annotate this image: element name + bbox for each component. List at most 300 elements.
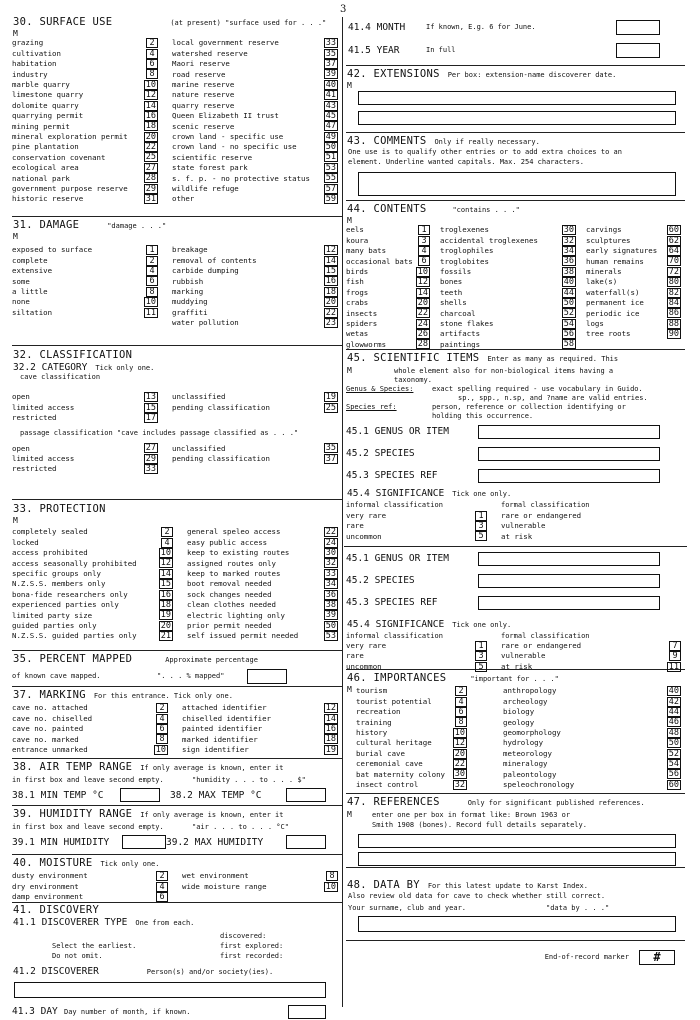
option-code-box[interactable]: 2 bbox=[156, 703, 168, 713]
option-row[interactable] bbox=[12, 69, 162, 79]
option-row[interactable] bbox=[12, 194, 162, 204]
option-row[interactable] bbox=[501, 641, 685, 651]
option-code-box[interactable]: 16 bbox=[160, 589, 171, 600]
option-code-box[interactable]: 21 bbox=[160, 631, 171, 642]
option-row[interactable] bbox=[586, 246, 685, 256]
option-code-box[interactable]: 24 bbox=[325, 537, 336, 548]
option-code-box[interactable]: 29 bbox=[145, 183, 156, 194]
option-code-box[interactable]: 10 bbox=[160, 547, 171, 558]
option-code-box[interactable]: 32 bbox=[325, 558, 336, 569]
option-code-box[interactable]: 50 bbox=[668, 738, 679, 749]
option-code-box[interactable]: 27 bbox=[145, 443, 156, 454]
option-code-box[interactable]: 22 bbox=[454, 758, 465, 769]
option-code-box[interactable]: 11 bbox=[145, 307, 156, 318]
option-code-box[interactable]: 19 bbox=[325, 744, 336, 755]
option-code-box[interactable]: 12 bbox=[454, 738, 465, 749]
option-row[interactable] bbox=[172, 307, 342, 317]
option-row[interactable] bbox=[440, 287, 580, 297]
option-row[interactable] bbox=[182, 703, 342, 713]
option-code-box[interactable]: 36 bbox=[325, 589, 336, 600]
option-row[interactable] bbox=[182, 881, 342, 891]
option-row[interactable] bbox=[346, 235, 434, 245]
option-row[interactable] bbox=[440, 298, 580, 308]
option-row[interactable] bbox=[187, 548, 342, 558]
option-row[interactable] bbox=[172, 100, 342, 110]
option-row[interactable] bbox=[172, 454, 342, 464]
option-code-box[interactable]: 30 bbox=[454, 769, 465, 780]
option-row[interactable] bbox=[172, 69, 342, 79]
option-code-box[interactable]: 60 bbox=[668, 779, 679, 790]
option-code-box[interactable]: 22 bbox=[325, 307, 336, 318]
option-row[interactable] bbox=[586, 277, 685, 287]
option-row[interactable] bbox=[172, 90, 342, 100]
option-row[interactable] bbox=[172, 194, 342, 204]
option-row[interactable] bbox=[503, 728, 685, 738]
option-row[interactable] bbox=[187, 631, 342, 641]
option-row[interactable] bbox=[346, 308, 434, 318]
option-code-box[interactable]: 33 bbox=[325, 38, 336, 49]
option-code-box[interactable]: 56 bbox=[668, 769, 679, 780]
option-code-box[interactable]: 38 bbox=[563, 266, 574, 277]
option-code-box[interactable]: 33 bbox=[325, 568, 336, 579]
option-row[interactable] bbox=[182, 713, 342, 723]
option-row[interactable] bbox=[346, 651, 491, 661]
option-code-box[interactable]: 53 bbox=[325, 162, 336, 173]
option-code-box[interactable]: 2 bbox=[146, 256, 158, 266]
option-row[interactable] bbox=[356, 769, 471, 779]
option-code-box[interactable]: 47 bbox=[325, 121, 336, 132]
option-row[interactable] bbox=[187, 569, 342, 579]
option-code-box[interactable]: 28 bbox=[417, 339, 428, 350]
option-code-box[interactable]: 36 bbox=[563, 256, 574, 267]
option-row[interactable] bbox=[172, 59, 342, 69]
option-code-box[interactable]: 14 bbox=[145, 100, 156, 111]
option-code-box[interactable]: 18 bbox=[145, 121, 156, 132]
option-code-box[interactable]: 3 bbox=[475, 651, 487, 661]
option-code-box[interactable]: 22 bbox=[417, 308, 428, 319]
option-row[interactable] bbox=[440, 235, 580, 245]
option-row[interactable] bbox=[172, 266, 342, 276]
option-code-box[interactable]: 12 bbox=[325, 703, 336, 714]
option-code-box[interactable]: 84 bbox=[668, 297, 679, 308]
option-row[interactable] bbox=[346, 267, 434, 277]
option-code-box[interactable]: 54 bbox=[668, 758, 679, 769]
option-code-box[interactable]: 31 bbox=[145, 194, 156, 205]
option-code-box[interactable]: 52 bbox=[668, 748, 679, 759]
option-code-box[interactable]: 42 bbox=[668, 696, 679, 707]
option-row[interactable] bbox=[12, 90, 162, 100]
option-code-box[interactable]: 70 bbox=[668, 256, 679, 267]
option-code-box[interactable]: 12 bbox=[417, 277, 428, 288]
option-row[interactable] bbox=[503, 696, 685, 706]
option-code-box[interactable]: 2 bbox=[146, 38, 158, 48]
option-row[interactable] bbox=[187, 537, 342, 547]
max-humidity-input[interactable] bbox=[286, 835, 326, 849]
option-row[interactable] bbox=[12, 297, 162, 307]
percent-mapped-input[interactable] bbox=[247, 669, 287, 684]
option-row[interactable] bbox=[346, 531, 491, 541]
option-code-box[interactable]: 12 bbox=[160, 558, 171, 569]
option-row[interactable] bbox=[356, 759, 471, 769]
species-input-1[interactable] bbox=[478, 447, 660, 461]
option-row[interactable] bbox=[172, 111, 342, 121]
option-row[interactable] bbox=[346, 329, 434, 339]
option-row[interactable] bbox=[172, 255, 342, 265]
option-row[interactable] bbox=[12, 163, 162, 173]
species-ref-input-2[interactable] bbox=[478, 596, 660, 610]
option-code-box[interactable]: 50 bbox=[325, 142, 336, 153]
option-code-box[interactable]: 34 bbox=[325, 579, 336, 590]
option-code-box[interactable]: 4 bbox=[146, 49, 158, 59]
option-code-box[interactable]: 57 bbox=[325, 183, 336, 194]
option-row[interactable] bbox=[172, 163, 342, 173]
option-code-box[interactable]: 11 bbox=[668, 661, 679, 672]
option-code-box[interactable]: 4 bbox=[146, 266, 158, 276]
option-row[interactable] bbox=[172, 276, 342, 286]
option-row[interactable] bbox=[12, 392, 162, 402]
option-code-box[interactable]: 80 bbox=[668, 277, 679, 288]
option-code-box[interactable]: 1 bbox=[418, 225, 430, 235]
option-row[interactable] bbox=[440, 329, 580, 339]
option-row[interactable] bbox=[346, 339, 434, 349]
option-code-box[interactable]: 5 bbox=[475, 531, 487, 541]
min-temp-input[interactable] bbox=[120, 788, 160, 802]
option-row[interactable] bbox=[187, 527, 342, 537]
extension-input-1[interactable] bbox=[358, 91, 676, 105]
option-code-box[interactable]: 25 bbox=[145, 152, 156, 163]
option-row[interactable] bbox=[12, 745, 172, 755]
option-code-box[interactable]: 2 bbox=[455, 686, 467, 696]
option-code-box[interactable]: 2 bbox=[156, 871, 168, 881]
option-code-box[interactable]: 28 bbox=[145, 173, 156, 184]
option-row[interactable] bbox=[346, 521, 491, 531]
option-code-box[interactable]: 86 bbox=[668, 308, 679, 319]
option-row[interactable] bbox=[501, 510, 685, 520]
option-row[interactable] bbox=[12, 80, 162, 90]
option-row[interactable] bbox=[12, 402, 162, 412]
option-code-box[interactable]: 52 bbox=[563, 308, 574, 319]
option-row[interactable] bbox=[503, 686, 685, 696]
option-code-box[interactable]: 10 bbox=[145, 79, 156, 90]
year-input[interactable] bbox=[616, 43, 660, 58]
option-row[interactable] bbox=[12, 454, 162, 464]
option-code-box[interactable]: 10 bbox=[145, 297, 156, 308]
option-row[interactable] bbox=[172, 152, 342, 162]
option-code-box[interactable]: 20 bbox=[417, 297, 428, 308]
option-code-box[interactable]: 50 bbox=[325, 620, 336, 631]
option-row[interactable] bbox=[501, 651, 685, 661]
option-code-box[interactable]: 6 bbox=[156, 724, 168, 734]
option-code-box[interactable]: 12 bbox=[145, 90, 156, 101]
option-code-box[interactable]: 30 bbox=[325, 547, 336, 558]
option-code-box[interactable]: 56 bbox=[563, 329, 574, 340]
option-row[interactable] bbox=[356, 738, 471, 748]
option-row[interactable] bbox=[182, 745, 342, 755]
month-input[interactable] bbox=[616, 20, 660, 35]
option-code-box[interactable]: 44 bbox=[668, 706, 679, 717]
option-code-box[interactable]: 6 bbox=[156, 892, 168, 902]
option-row[interactable] bbox=[182, 734, 342, 744]
option-code-box[interactable]: 19 bbox=[325, 392, 336, 403]
option-code-box[interactable]: 8 bbox=[326, 871, 338, 881]
option-row[interactable] bbox=[586, 256, 685, 266]
option-row[interactable] bbox=[12, 881, 172, 891]
option-code-box[interactable]: 3 bbox=[475, 521, 487, 531]
option-code-box[interactable]: 10 bbox=[155, 744, 166, 755]
option-row[interactable] bbox=[12, 59, 162, 69]
option-row[interactable] bbox=[440, 308, 580, 318]
discoverer-input[interactable] bbox=[14, 982, 326, 998]
option-code-box[interactable]: 44 bbox=[563, 287, 574, 298]
option-code-box[interactable]: 27 bbox=[145, 162, 156, 173]
option-code-box[interactable]: 18 bbox=[160, 599, 171, 610]
option-row[interactable] bbox=[346, 277, 434, 287]
option-row[interactable] bbox=[12, 276, 162, 286]
option-row[interactable] bbox=[12, 548, 177, 558]
option-row[interactable] bbox=[440, 339, 580, 349]
option-row[interactable] bbox=[12, 734, 172, 744]
option-code-box[interactable]: 59 bbox=[325, 194, 336, 205]
option-row[interactable] bbox=[440, 225, 580, 235]
max-temp-input[interactable] bbox=[286, 788, 326, 802]
option-row[interactable] bbox=[172, 121, 342, 131]
option-code-box[interactable]: 1 bbox=[475, 511, 487, 521]
option-code-box[interactable]: 35 bbox=[325, 443, 336, 454]
option-code-box[interactable]: 15 bbox=[325, 265, 336, 276]
option-row[interactable] bbox=[440, 246, 580, 256]
option-row[interactable] bbox=[501, 521, 685, 531]
species-input-2[interactable] bbox=[478, 574, 660, 588]
option-row[interactable] bbox=[586, 319, 685, 329]
option-row[interactable] bbox=[12, 245, 162, 255]
option-code-box[interactable]: 82 bbox=[668, 287, 679, 298]
option-code-box[interactable]: 46 bbox=[668, 717, 679, 728]
option-row[interactable] bbox=[187, 558, 342, 568]
option-row[interactable] bbox=[586, 235, 685, 245]
option-code-box[interactable]: 40 bbox=[668, 686, 679, 697]
option-row[interactable] bbox=[503, 748, 685, 758]
option-code-box[interactable]: 33 bbox=[145, 464, 156, 475]
option-code-box[interactable]: 24 bbox=[417, 318, 428, 329]
option-row[interactable] bbox=[12, 631, 177, 641]
option-row[interactable] bbox=[12, 703, 172, 713]
option-row[interactable] bbox=[12, 111, 162, 121]
option-row[interactable] bbox=[12, 537, 177, 547]
option-row[interactable] bbox=[12, 621, 177, 631]
option-row[interactable] bbox=[172, 402, 342, 412]
option-row[interactable] bbox=[346, 225, 434, 235]
option-row[interactable] bbox=[503, 707, 685, 717]
option-code-box[interactable]: 64 bbox=[668, 245, 679, 256]
option-code-box[interactable]: 19 bbox=[160, 610, 171, 621]
option-row[interactable] bbox=[12, 121, 162, 131]
option-row[interactable] bbox=[346, 641, 491, 651]
option-row[interactable] bbox=[187, 589, 342, 599]
option-row[interactable] bbox=[440, 319, 580, 329]
option-code-box[interactable]: 16 bbox=[325, 723, 336, 734]
comments-input[interactable] bbox=[358, 172, 676, 196]
option-code-box[interactable]: 37 bbox=[325, 58, 336, 69]
option-row[interactable] bbox=[172, 392, 342, 402]
option-row[interactable] bbox=[501, 531, 685, 541]
day-input[interactable] bbox=[288, 1005, 326, 1019]
option-code-box[interactable]: 15 bbox=[160, 579, 171, 590]
option-code-box[interactable]: 38 bbox=[325, 599, 336, 610]
option-row[interactable] bbox=[503, 717, 685, 727]
option-code-box[interactable]: 10 bbox=[325, 881, 336, 892]
option-code-box[interactable]: 13 bbox=[145, 392, 156, 403]
option-row[interactable] bbox=[586, 287, 685, 297]
option-code-box[interactable]: 18 bbox=[325, 734, 336, 745]
option-code-box[interactable]: 5 bbox=[475, 662, 487, 672]
option-code-box[interactable]: 41 bbox=[325, 90, 336, 101]
option-row[interactable] bbox=[356, 686, 471, 696]
option-code-box[interactable]: 34 bbox=[563, 245, 574, 256]
option-code-box[interactable]: 6 bbox=[455, 707, 467, 717]
option-code-box[interactable]: 53 bbox=[325, 631, 336, 642]
option-row[interactable] bbox=[12, 266, 162, 276]
option-code-box[interactable]: 39 bbox=[325, 610, 336, 621]
option-row[interactable] bbox=[172, 183, 342, 193]
option-code-box[interactable]: 6 bbox=[146, 59, 158, 69]
option-row[interactable] bbox=[172, 245, 342, 255]
option-code-box[interactable]: 49 bbox=[325, 131, 336, 142]
option-code-box[interactable]: 40 bbox=[563, 277, 574, 288]
option-row[interactable] bbox=[12, 569, 177, 579]
option-code-box[interactable]: 90 bbox=[668, 329, 679, 340]
option-code-box[interactable]: 1 bbox=[146, 245, 158, 255]
option-row[interactable] bbox=[172, 318, 342, 328]
option-row[interactable] bbox=[187, 579, 342, 589]
option-code-box[interactable]: 12 bbox=[325, 245, 336, 256]
option-row[interactable] bbox=[586, 298, 685, 308]
option-code-box[interactable]: 35 bbox=[325, 48, 336, 59]
option-code-box[interactable]: 40 bbox=[325, 79, 336, 90]
option-row[interactable] bbox=[12, 307, 162, 317]
option-row[interactable] bbox=[187, 621, 342, 631]
option-row[interactable] bbox=[503, 769, 685, 779]
option-row[interactable] bbox=[346, 319, 434, 329]
option-row[interactable] bbox=[12, 527, 177, 537]
option-row[interactable] bbox=[12, 871, 172, 881]
option-code-box[interactable]: 45 bbox=[325, 110, 336, 121]
option-row[interactable] bbox=[440, 267, 580, 277]
option-row[interactable] bbox=[172, 142, 342, 152]
option-row[interactable] bbox=[356, 717, 471, 727]
option-row[interactable] bbox=[182, 724, 342, 734]
option-code-box[interactable]: 39 bbox=[325, 69, 336, 80]
option-row[interactable] bbox=[12, 610, 177, 620]
option-code-box[interactable]: 3 bbox=[418, 236, 430, 246]
option-code-box[interactable]: 37 bbox=[325, 453, 336, 464]
option-row[interactable] bbox=[356, 780, 471, 790]
option-code-box[interactable]: 10 bbox=[454, 727, 465, 738]
option-row[interactable] bbox=[172, 132, 342, 142]
option-code-box[interactable]: 9 bbox=[669, 651, 681, 661]
option-code-box[interactable]: 15 bbox=[145, 402, 156, 413]
option-code-box[interactable]: 4 bbox=[156, 714, 168, 724]
option-code-box[interactable]: 58 bbox=[563, 339, 574, 350]
option-code-box[interactable]: 14 bbox=[160, 568, 171, 579]
option-row[interactable] bbox=[172, 297, 342, 307]
option-row[interactable] bbox=[586, 225, 685, 235]
option-code-box[interactable]: 22 bbox=[145, 142, 156, 153]
option-row[interactable] bbox=[12, 558, 177, 568]
option-row[interactable] bbox=[346, 246, 434, 256]
option-row[interactable] bbox=[12, 724, 172, 734]
option-code-box[interactable]: 25 bbox=[325, 402, 336, 413]
genus-input-2[interactable] bbox=[478, 552, 660, 566]
option-row[interactable] bbox=[356, 728, 471, 738]
option-code-box[interactable]: 4 bbox=[161, 538, 173, 548]
option-row[interactable] bbox=[12, 413, 162, 423]
option-row[interactable] bbox=[12, 48, 162, 58]
option-row[interactable] bbox=[12, 100, 162, 110]
option-code-box[interactable]: 26 bbox=[417, 329, 428, 340]
option-row[interactable] bbox=[440, 256, 580, 266]
option-code-box[interactable]: 4 bbox=[418, 246, 430, 256]
option-row[interactable] bbox=[12, 464, 162, 474]
option-code-box[interactable]: 55 bbox=[325, 173, 336, 184]
option-row[interactable] bbox=[346, 510, 491, 520]
genus-input-1[interactable] bbox=[478, 425, 660, 439]
option-code-box[interactable]: 32 bbox=[563, 235, 574, 246]
option-row[interactable] bbox=[12, 173, 162, 183]
option-row[interactable] bbox=[172, 443, 342, 453]
option-code-box[interactable]: 14 bbox=[325, 713, 336, 724]
option-code-box[interactable]: 20 bbox=[145, 131, 156, 142]
option-code-box[interactable]: 16 bbox=[145, 110, 156, 121]
option-code-box[interactable]: 8 bbox=[455, 717, 467, 727]
option-code-box[interactable]: 72 bbox=[668, 266, 679, 277]
option-row[interactable] bbox=[12, 142, 162, 152]
option-row[interactable] bbox=[12, 579, 177, 589]
option-row[interactable] bbox=[172, 38, 342, 48]
reference-input-2[interactable] bbox=[358, 852, 676, 866]
option-code-box[interactable]: 6 bbox=[146, 276, 158, 286]
option-code-box[interactable]: 51 bbox=[325, 152, 336, 163]
option-row[interactable] bbox=[12, 255, 162, 265]
option-code-box[interactable]: 43 bbox=[325, 100, 336, 111]
option-code-box[interactable]: 8 bbox=[146, 69, 158, 79]
species-ref-input-1[interactable] bbox=[478, 469, 660, 483]
option-row[interactable] bbox=[172, 287, 342, 297]
option-row[interactable] bbox=[182, 871, 342, 881]
option-code-box[interactable]: 54 bbox=[563, 318, 574, 329]
data-by-input[interactable] bbox=[358, 916, 676, 932]
option-code-box[interactable]: 30 bbox=[563, 225, 574, 236]
option-code-box[interactable]: 23 bbox=[325, 317, 336, 328]
option-code-box[interactable]: 4 bbox=[156, 882, 168, 892]
option-code-box[interactable]: 16 bbox=[325, 276, 336, 287]
option-row[interactable] bbox=[12, 38, 162, 48]
option-row[interactable] bbox=[12, 892, 172, 902]
option-row[interactable] bbox=[356, 748, 471, 758]
option-row[interactable] bbox=[503, 738, 685, 748]
option-row[interactable] bbox=[503, 780, 685, 790]
option-row[interactable] bbox=[440, 277, 580, 287]
option-code-box[interactable]: 14 bbox=[325, 255, 336, 266]
option-row[interactable] bbox=[187, 610, 342, 620]
option-row[interactable] bbox=[356, 696, 471, 706]
option-row[interactable] bbox=[172, 173, 342, 183]
option-row[interactable] bbox=[187, 600, 342, 610]
option-code-box[interactable]: 62 bbox=[668, 235, 679, 246]
option-row[interactable] bbox=[12, 589, 177, 599]
option-code-box[interactable]: 20 bbox=[160, 620, 171, 631]
option-row[interactable] bbox=[12, 183, 162, 193]
option-code-box[interactable]: 8 bbox=[146, 287, 158, 297]
